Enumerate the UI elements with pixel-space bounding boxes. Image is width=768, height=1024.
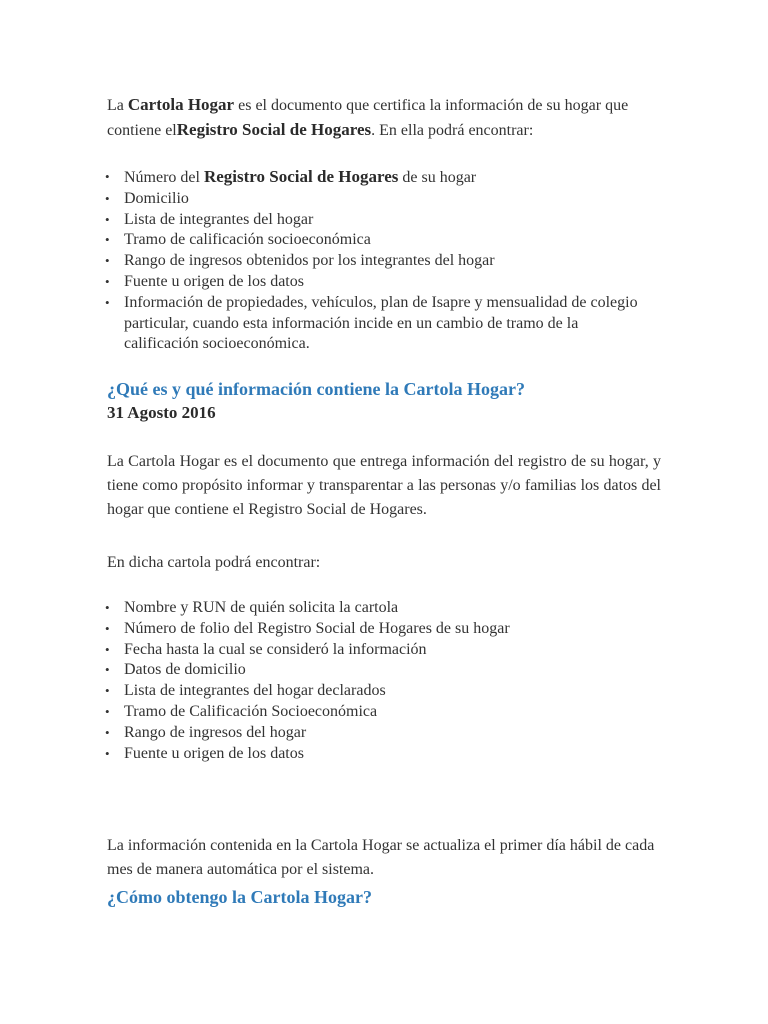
- intro-paragraph: [107, 93, 661, 143]
- list-item: • Información de propiedades, vehículos, plan de Isapre y mensualidad de colegio particular, cuando esta información incide en un cambio de tramo de la calificación socioeconómica.: [105, 293, 638, 353]
- bullet-icon: •: [105, 683, 110, 699]
- bullet-icon: •: [105, 211, 110, 227]
- bullet-icon: •: [105, 620, 110, 636]
- description-paragraph: La Cartola Hogar es el documento que entrega información del registro de su hogar, y tiene como propósito informar y transparentar a las personas y/o familias los datos del hogar que contiene el Registro Social de Hogares.: [107, 453, 661, 518]
- intro-text-3: . En ella podrá encontrar:: [371, 122, 534, 139]
- bullet-icon: •: [105, 703, 110, 719]
- bullet-icon: •: [105, 745, 110, 761]
- lead-paragraph: En dicha cartola podrá encontrar:: [107, 554, 321, 571]
- intro-bold-cartola: Cartola Hogar: [127, 95, 235, 114]
- publish-date: 31 Agosto 2016: [107, 403, 216, 422]
- section-heading-que-es: ¿Qué es y qué información contiene la Cartola Hogar?: [107, 379, 525, 399]
- list-item: • Nombre y RUN de quién solicita la cartola: [124, 598, 654, 619]
- cartola-contents-list: [0, 598, 654, 764]
- list-item: • Fecha hasta la cual se consideró la información: [124, 640, 654, 661]
- list-item: • Lista de integrantes del hogar: [124, 210, 654, 231]
- list-item: • Número del Registro Social de Hogares de su hogar: [105, 167, 477, 186]
- bullet-icon: •: [105, 232, 110, 248]
- list-item: • Fuente u origen de los datos: [124, 744, 654, 765]
- section-heading-como-obtengo: ¿Cómo obtengo la Cartola Hogar?: [107, 887, 372, 907]
- list-item: • Datos de domicilio: [124, 660, 654, 681]
- list-item: • Tramo de Calificación Socioeconómica: [124, 702, 654, 723]
- closing-paragraph: La información contenida en la Cartola Hogar se actualiza el primer día hábil de cada mes de manera automática por el sistema.: [107, 837, 655, 878]
- intro-bullet-list: [0, 167, 654, 355]
- intro-text-1: La: [107, 97, 128, 114]
- list-item: • Domicilio: [124, 189, 654, 210]
- intro-text-2: es el documento que certifica la información de su hogar que contiene el: [107, 97, 629, 139]
- list-item: • Lista de integrantes del hogar declarados: [124, 681, 654, 702]
- bullet-icon: •: [105, 724, 110, 740]
- list-item: • Fuente u origen de los datos: [124, 272, 654, 293]
- list-item: • Rango de ingresos del hogar: [124, 723, 654, 744]
- bullet-icon: •: [105, 169, 110, 184]
- list-item: • Número de folio del Registro Social de Hogares de su hogar: [124, 619, 654, 640]
- list-item: • Rango de ingresos obtenidos por los integrantes del hogar: [124, 251, 654, 272]
- bullet-icon: •: [105, 641, 110, 657]
- list-item: • Tramo de calificación socioeconómica: [124, 230, 654, 251]
- bullet-icon: •: [105, 190, 110, 206]
- bullet-icon: •: [105, 294, 110, 310]
- bullet-icon: •: [105, 600, 110, 615]
- bullet-icon: •: [105, 662, 110, 678]
- bullet-icon: •: [105, 273, 110, 289]
- intro-bold-registro: Registro Social de Hogares: [176, 120, 372, 139]
- bullet-icon: •: [105, 253, 110, 269]
